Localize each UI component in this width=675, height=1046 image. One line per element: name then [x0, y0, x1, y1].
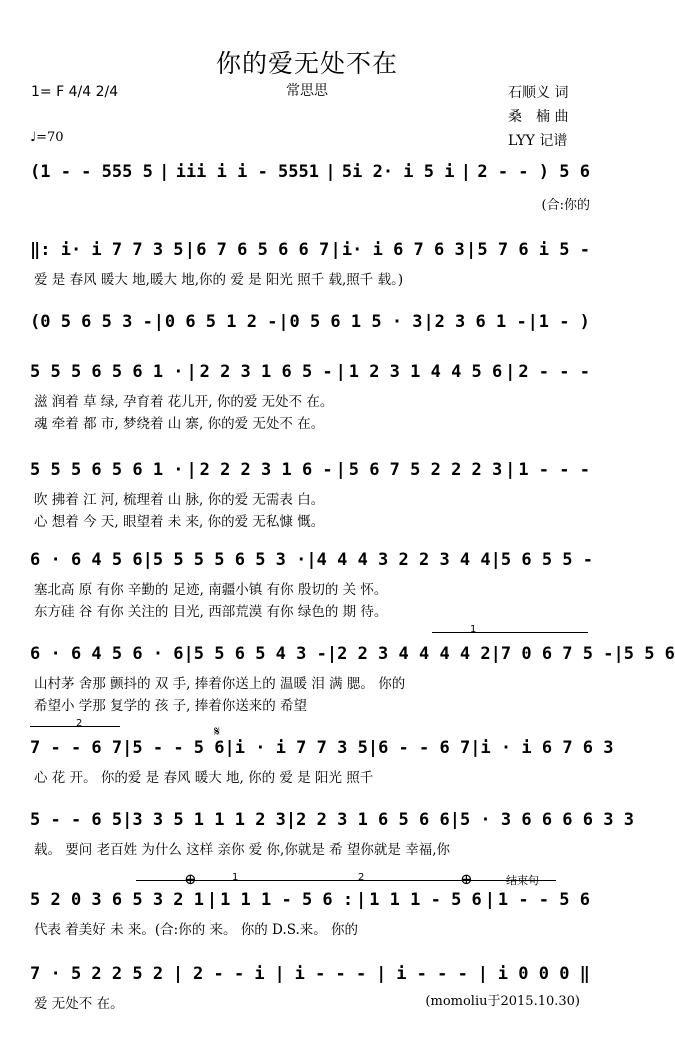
measure: 5 5 5 6 5 6 1 ·	[30, 362, 184, 382]
barline: |	[470, 738, 481, 758]
coda-line	[136, 880, 556, 881]
lyrics-verse-1: 吹 拂着 江 河, 梳理着 山 脉, 你的爱 无需表 白。	[34, 492, 325, 508]
barline: |	[183, 644, 194, 664]
barline: |	[186, 460, 197, 480]
measure: 5 5 6	[623, 644, 675, 664]
measure: 3 3 5 1 1 1 2 3	[132, 810, 286, 830]
measure: 5 5 5 6 5 6 1 ·	[30, 460, 184, 480]
barline: |	[153, 312, 164, 332]
lyrics-verse-1: 心 花 开。 你的爱 是 春风 暖大 地, 你的 爱 是 阳光 照千	[34, 770, 374, 786]
measure: i - - -	[294, 964, 367, 984]
lyrics-verse-2: 心 想着 今 天, 眼望着 未 来, 你的爱 无私慷 慨。	[34, 514, 325, 530]
volta-1-bracket	[432, 632, 588, 633]
notation-line	[30, 550, 593, 570]
transcriber-signature: (momoliu于2015.10.30)	[425, 994, 580, 1009]
measure: i· i 6 7 6 3	[341, 240, 465, 260]
segno-icon: 𝄋	[214, 724, 221, 740]
key-label: 1= F	[31, 84, 65, 100]
notation-line	[30, 240, 590, 260]
measure: 2 2 3 1 6 5 -	[199, 362, 333, 382]
coda-icon: ⊕	[184, 870, 197, 888]
measure: 7 - - 6 7	[30, 738, 123, 758]
lyrics-verse-2: 魂 牵着 都 市, 梦绕着 山 寨, 你的爱 无处不 在。	[34, 416, 325, 432]
measure: 6 - - 6 7	[378, 738, 471, 758]
measure: 5 5 5 5 6 5 3 ·	[152, 550, 307, 570]
barline: |	[449, 810, 460, 830]
lyricist-credit: 石顺义 词	[508, 85, 569, 101]
measure: 5 - - 5 6	[132, 738, 225, 758]
measure: 1 - - 5 6	[497, 890, 590, 910]
measure: 2 - - i	[193, 964, 265, 984]
barline: |	[613, 644, 624, 664]
measure: 5 7 6 i 5 -	[477, 240, 590, 260]
barline: |	[172, 964, 184, 984]
coda-icon-2: ⊕	[460, 870, 473, 888]
barline: |	[490, 550, 501, 570]
barline: |	[278, 312, 289, 332]
lyrics-verse-1: 爱 无处不 在。	[34, 996, 124, 1012]
measure: 5 - - 6 5	[30, 810, 123, 830]
lyrics-verse-2: 希望小 学那 复学的 孩 子, 捧着你送来的 希望	[34, 698, 308, 714]
tempo-mark: ♩=70	[30, 130, 64, 145]
barline: |	[326, 644, 338, 664]
measure: 0 5 6 1 5 · 3	[289, 312, 423, 332]
measure: 5 5 6 5 4 3 -	[193, 644, 327, 664]
barline: |	[142, 550, 153, 570]
notation-line	[30, 738, 614, 758]
lyrics-verse-2: 东方硅 谷 有你 关注的 目光, 西部荒漠 有你 绿色的 期 待。	[34, 604, 388, 620]
song-title: 你的爱无处不在	[215, 49, 398, 78]
measure: 4 4 4 3 2 2 3 4 4	[316, 550, 491, 570]
barline: |	[423, 312, 434, 332]
composer-credit: 桑 楠 曲	[508, 109, 569, 125]
ending-label: 结束句	[506, 874, 539, 887]
lyrics-verse-1: 山村茅 舍那 颤抖的 双 手, 捧着你送上的 温暖 泪 满 腮。 你的	[34, 676, 406, 692]
measure: 7 0 6 7 5 -	[500, 644, 614, 664]
barline: |	[186, 362, 197, 382]
measure: 5 6 5 5 -	[500, 550, 593, 570]
measure: (1 - - 555 5	[30, 162, 153, 182]
notation-line	[30, 890, 590, 910]
barline: |	[527, 312, 538, 332]
barline: |	[122, 810, 133, 830]
measure: 2 - - ) 5 6	[477, 162, 590, 182]
measure: 1 1 1 - 5 6	[369, 890, 482, 910]
volta-2-bracket	[30, 726, 120, 727]
barline: |	[367, 738, 379, 758]
measure: 5 · 3 6 6 6 6 3 3	[459, 810, 634, 830]
barline: |	[285, 810, 297, 830]
measure: 2 2 2 3 1 6 -	[199, 460, 333, 480]
barline: |	[460, 162, 472, 182]
measure: 1 - - -	[518, 460, 590, 480]
barline: |	[465, 240, 477, 260]
measure: 6 · 6 4 5 6	[30, 550, 143, 570]
barline: |	[505, 460, 516, 480]
measure: i · i 7 7 3 5	[234, 738, 368, 758]
volta-1-label-b: 1	[232, 872, 239, 883]
lyrics-verse-1: 塞北高 原 有你 辛勤的 足迹, 南疆小镇 有你 殷切的 关 怀。	[34, 582, 388, 598]
measure: 1 1 1 - 5 6 :	[220, 890, 354, 910]
lyrics-verse-1: 爱 是 春风 暖大 地,暖大 地,你的 爱 是 阳光 照千 载,照千 载。)	[34, 272, 404, 288]
barline: |	[159, 162, 170, 182]
measure: 2 3 6 1 -	[434, 312, 527, 332]
barline: |	[184, 240, 195, 260]
barline: |	[484, 890, 495, 910]
barline: |	[335, 362, 346, 382]
barline: |	[224, 738, 235, 758]
barline: |	[335, 460, 346, 480]
measure: (0 5 6 5 3 -	[30, 312, 153, 332]
transcriber-credit: LYY 记谱	[508, 133, 568, 149]
volta-1-label: 1	[470, 624, 477, 635]
chorus-cue: (合:你的	[541, 198, 590, 213]
barline: |	[376, 964, 387, 984]
measure: 6 · 6 4 5 6 · 6	[30, 644, 184, 664]
barline: |	[490, 644, 501, 664]
measure: 7 · 5 2 2 5 2	[30, 964, 164, 984]
lyrics-verse-1: 滋 润着 草 绿, 孕育着 花儿开, 你的爱 无处不 在。	[34, 394, 334, 410]
barline: |	[477, 964, 488, 984]
key-signature	[31, 84, 118, 100]
measure: 5 6 7 5 2 2 2 3	[348, 460, 503, 480]
meter-label: 4/4 2/4	[68, 84, 119, 100]
measure: i - - -	[396, 964, 468, 984]
barline: |	[306, 550, 317, 570]
barline: |	[505, 362, 516, 382]
measure: 1 2 3 1 4 4 5 6	[348, 362, 503, 382]
volta-2-label: 2	[76, 718, 83, 729]
measure: i · i 6 7 6 3	[480, 738, 614, 758]
measure: i 0 0 0 ‖	[497, 964, 590, 984]
barline: |	[330, 240, 341, 260]
volta-2-label-b: 2	[358, 872, 365, 883]
measure: 2 - - -	[518, 362, 590, 382]
notation-line	[30, 162, 590, 182]
notation-line	[30, 810, 634, 830]
barline: |	[274, 964, 285, 984]
notation-line	[30, 964, 590, 984]
measure: 2 2 3 1 6 5 6 6	[296, 810, 450, 830]
measure: 0 6 5 1 2 -	[164, 312, 278, 332]
notation-line	[30, 460, 590, 480]
barline: |	[122, 738, 133, 758]
singer-name: 常思思	[286, 83, 328, 99]
notation-line	[30, 644, 675, 664]
measure: 1 - )	[538, 312, 590, 332]
barline: |	[206, 890, 218, 910]
barline: |	[325, 162, 336, 182]
barline: |	[356, 890, 367, 910]
notation-line	[30, 312, 590, 332]
measure: iii i i - 5551	[175, 162, 319, 182]
measure: 5i 2· i 5 i	[341, 162, 455, 182]
notation-line	[30, 362, 590, 382]
measure: 5 2 0 3 6 5 3 2 1	[30, 890, 204, 910]
lyrics-verse-1: 载。 要问 老百姓 为什么 这样 亲你 爱 你,你就是 希 望你就是 幸福,你	[34, 842, 450, 858]
measure: ‖: i· i 7 7 3 5	[30, 240, 184, 260]
measure: 6 7 6 5 6 6 7	[196, 240, 330, 260]
measure: 2 2 3 4 4 4 4 2	[337, 644, 491, 664]
lyrics-verse-1: 代表 着美好 未 来。(合:你的 来。 你的 D.S.来。 你的	[34, 922, 359, 938]
